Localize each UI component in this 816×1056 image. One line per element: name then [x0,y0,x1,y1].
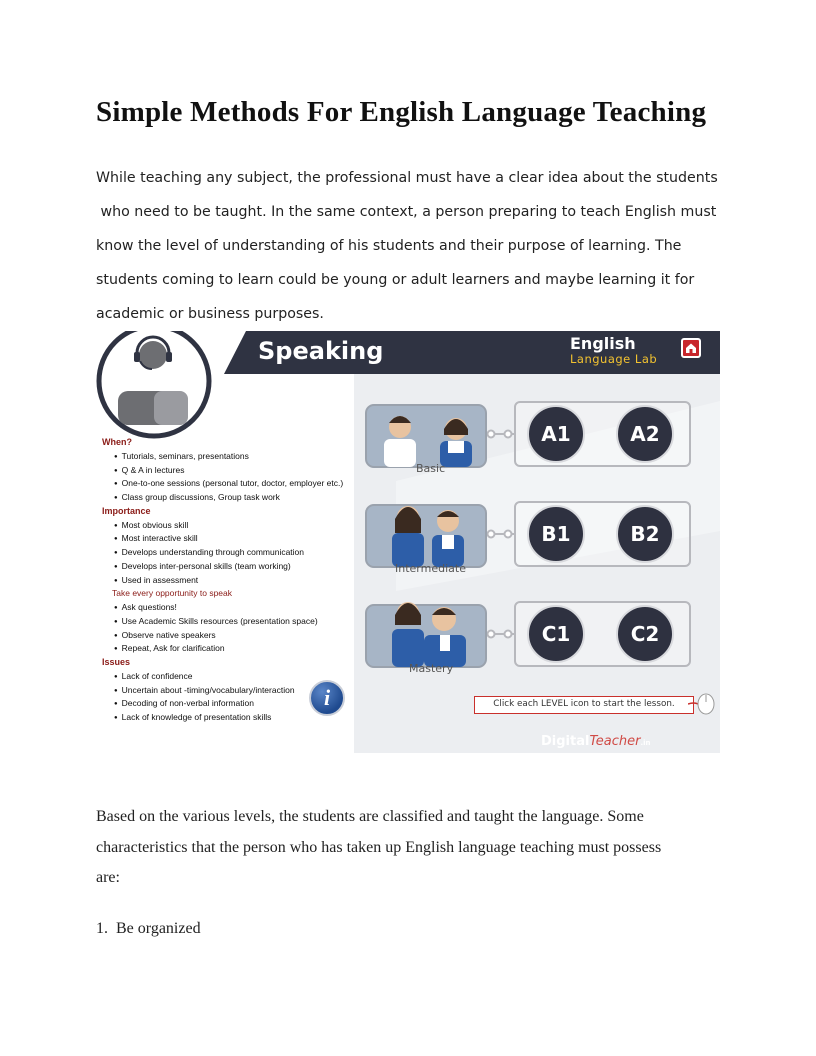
list-item: ● Uncertain about -timing/vocabulary/interaction [102,684,362,698]
numbered-list-item [96,920,201,938]
logo-language-lab: Language Lab [570,352,658,366]
list-item: ● Observe native speakers [102,629,362,643]
intro-line: students coming to learn could be young or adult learners and maybe learning it for [96,272,695,288]
list-number: 1. [96,920,108,937]
speaking-infographic [96,331,720,753]
level-button-c1[interactable]: C1 [527,605,585,663]
brand-in: .in [640,739,651,747]
list-item: ● Lack of confidence [102,670,362,684]
instruction-tip: Click each LEVEL icon to start the lesson. [474,696,694,714]
list-item: ● Class group discussions, Group task work [102,491,362,505]
list-item: ● Lack of knowledge of presentation skills [102,711,362,725]
list-item: ● Ask questions! [102,601,362,615]
section-heading-when: When? [102,437,132,447]
section-heading-issues: Issues [102,657,131,667]
list-item: ● Repeat, Ask for clarification [102,642,362,656]
list-item: ● Most obvious skill [102,519,362,533]
list-item: ● Q & A in lectures [102,464,362,478]
body-line: characteristics that the person who has taken up English language teaching must possess [96,838,662,856]
intro-line: know the level of understanding of his students and their purpose of learning. The [96,238,682,254]
speaking-heading: Speaking [258,337,384,365]
level-button-b1[interactable]: B1 [527,505,585,563]
list-text: Be organized [116,920,201,937]
body-paragraph [96,802,736,894]
intro-line: While teaching any subject, the professional must have a clear idea about the students [96,170,718,186]
digital-teacher-logo [541,734,651,749]
level-button-b2[interactable]: B2 [616,505,674,563]
list-item: ● Develops inter-personal skills (team working) [102,560,362,574]
intro-line: who need to be taught. In the same context, a person preparing to teach English must [96,204,717,220]
list-item: ● Tutorials, seminars, presentations [102,450,362,464]
level-button-a1[interactable]: A1 [527,405,585,463]
brand-digital: Digital [541,734,590,749]
page-title: Simple Methods For English Language Teaching [96,96,707,128]
brand-teacher: Teacher [589,734,641,749]
level-label-intermediate: Intermediate [395,562,466,575]
mouse-icon [688,692,718,716]
intro-line: academic or business purposes. [96,306,324,322]
level-button-a2[interactable]: A2 [616,405,674,463]
body-line: Based on the various levels, the students are classified and taught the language. Some [96,808,644,825]
list-item: ● Use Academic Skills resources (presentation space) [102,615,362,629]
section-heading-importance: Importance [102,505,151,516]
section-subheading: Take every opportunity to speak [112,588,233,599]
level-label-mastery: Mastery [409,662,454,675]
body-line: are: [96,869,120,886]
info-icon[interactable]: i [309,680,345,716]
list-item: ● Decoding of non-verbal information [102,697,362,711]
list-item: ● Develops understanding through communication [102,546,362,560]
logo-english: English [570,334,636,353]
level-label-basic: Basic [416,462,446,475]
intro-paragraph [96,161,726,331]
list-item: ● Used in assessment [102,574,362,588]
list-item: ● Most interactive skill [102,532,362,546]
level-button-c2[interactable]: C2 [616,605,674,663]
list-item: ● One-to-one sessions (personal tutor, doctor, employer etc.) [102,477,362,491]
